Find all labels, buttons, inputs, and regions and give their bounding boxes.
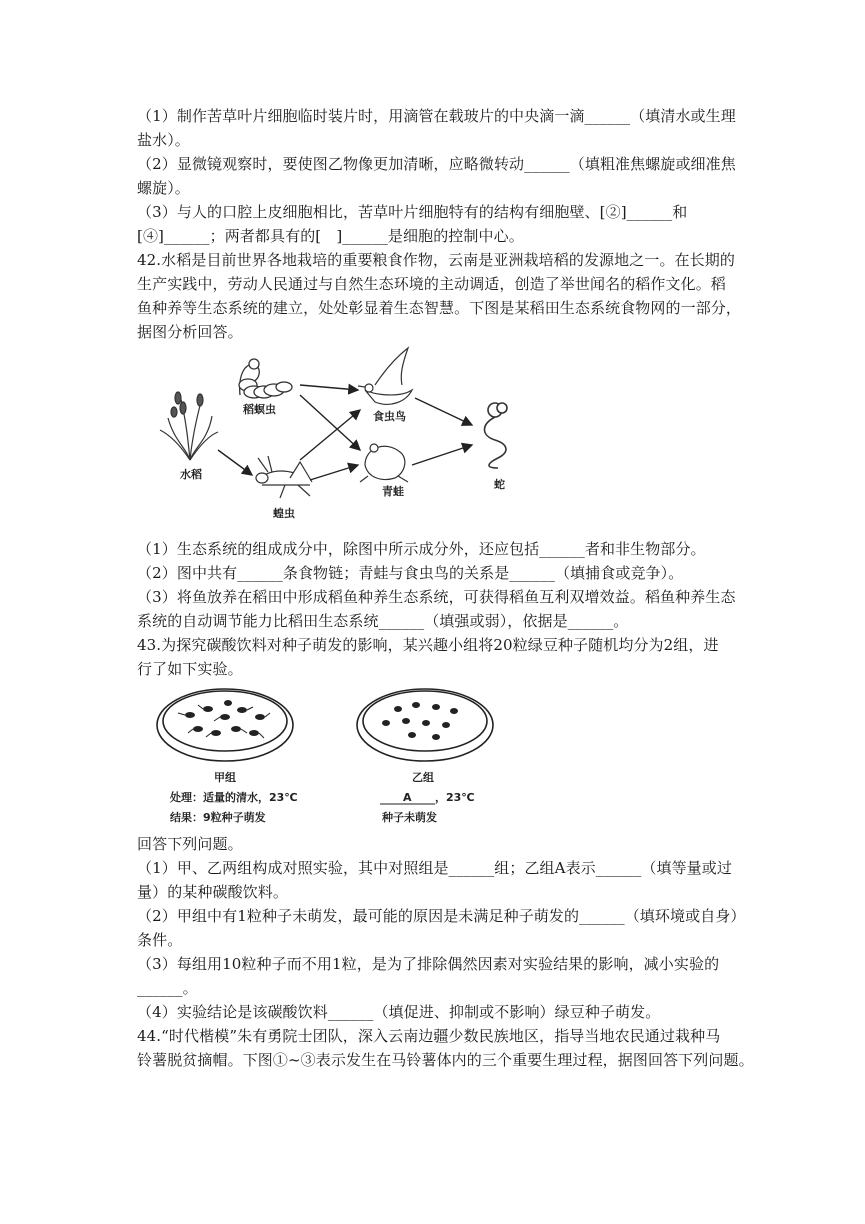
group-b-treatment-temp: ，23℃ [435,791,475,804]
borer-label: 稻螟虫 [243,403,276,416]
text-line: （1）甲、乙两组构成对照实验，其中对照组是______组；乙组A表示______（填等量或过 [137,859,732,877]
food-web-figure [150,340,570,530]
text-line: 盐水）。 [137,131,190,149]
group-a-label: 甲组 [214,771,236,784]
text-line: （1）制作苦草叶片细胞临时装片时，用滴管在载玻片的中央滴一滴______（填清水或生理 [137,107,736,125]
text-line: （3）每组用10粒种子而不用1粒，是为了排除偶然因素对实验结果的影响，减小实验的 [137,955,720,973]
question-42-stem: 42.水稻是目前世界各地栽培的重要粮食作物，云南是亚洲栽培稻的发源地之一。在长期的 [137,251,735,269]
text-line: 生产实践中，劳动人民通过与自然生态环境的主动调适，创造了举世闻名的稻作文化。稻 [137,275,726,293]
frog-icon [360,444,408,482]
petri-dish-a [157,689,293,761]
seed-experiment-figure [150,683,510,833]
text-line: 行了如下实验。 [137,660,243,678]
food-web-arrows [218,385,472,480]
text-line: 条件。 [137,931,183,949]
bird-icon [358,348,412,404]
snake-icon [484,403,507,468]
rice-plant-icon [160,392,218,460]
text-line: 系统的自动调节能力比稻田生态系统______（填强或弱），依据是______。 [137,612,629,630]
question-44-stem: 44.“时代楷模”朱有勇院士团队，深入云南边疆少数民族地区，指导当地农民通过栽种马 [137,1027,721,1045]
text-line: 铃薯脱贫摘帽。下图①~③表示发生在马铃薯体内的三个重要生理过程，据图回答下列问题。 [137,1051,754,1069]
question-43-stem: 43.为探究碳酸饮料对种子萌发的影响，某兴趣小组将20粒绿豆种子随机均分为2组，进 [137,636,719,654]
text-line: （2）图中共有______条食物链；青蛙与食虫鸟的关系是______（填捕食或竞争）。 [137,564,684,582]
text-line: 螺旋）。 [137,179,190,197]
rice-label: 水稻 [180,468,202,481]
group-b-treatment-blank: A [403,791,412,804]
locust-icon [256,456,312,498]
text-line: （3）与人的口腔上皮细胞相比，苦草叶片细胞特有的结构有细胞壁、[②]______和 [137,203,688,221]
text-line: 量）的某种碳酸饮料。 [137,883,289,901]
text-line: （4）实验结论是该碳酸饮料______（填促进、抑制或不影响）绿豆种子萌发。 [137,1003,661,1021]
frog-label: 青蛙 [382,485,404,498]
text-line: （2）甲组中有1粒种子未萌发，最可能的原因是未满足种子萌发的______（填环境或自身） [137,907,746,925]
group-b-label: 乙组 [412,771,434,784]
text-line: 鱼种养等生态系统的建立，处处彰显着生态智慧。下图是某稻田生态系统食物网的一部分， [137,299,742,317]
text-line: （2）显微镜观察时，要使图乙物像更加清晰，应略微转动______（填粗准焦螺旋或细准焦 [137,155,736,173]
text-line: （3）将鱼放养在稻田中形成稻鱼种养生态系统，可获得稻鱼互利双增效益。稻鱼种养生态 [137,588,736,606]
group-a-result: 结果：9粒种子萌发 [170,811,266,824]
text-line: [④]______；两者都具有的[ ]______是细胞的控制中心。 [137,227,524,245]
locust-label: 蝗虫 [273,507,295,520]
group-b-result: 种子未萌发 [382,811,437,824]
group-a-treatment: 处理：适量的清水，23℃ [170,791,298,804]
text-line: （1）生态系统的组成成分中，除图中所示成分外，还应包括______者和非生物部分。 [137,540,706,558]
text-line: 回答下列问题。 [137,835,243,853]
bird-label: 食虫鸟 [373,410,406,423]
snake-label: 蛇 [494,478,505,491]
text-line: 据图分析回答。 [137,323,243,341]
borer-icon [239,359,292,398]
text-line: ______。 [137,979,198,997]
